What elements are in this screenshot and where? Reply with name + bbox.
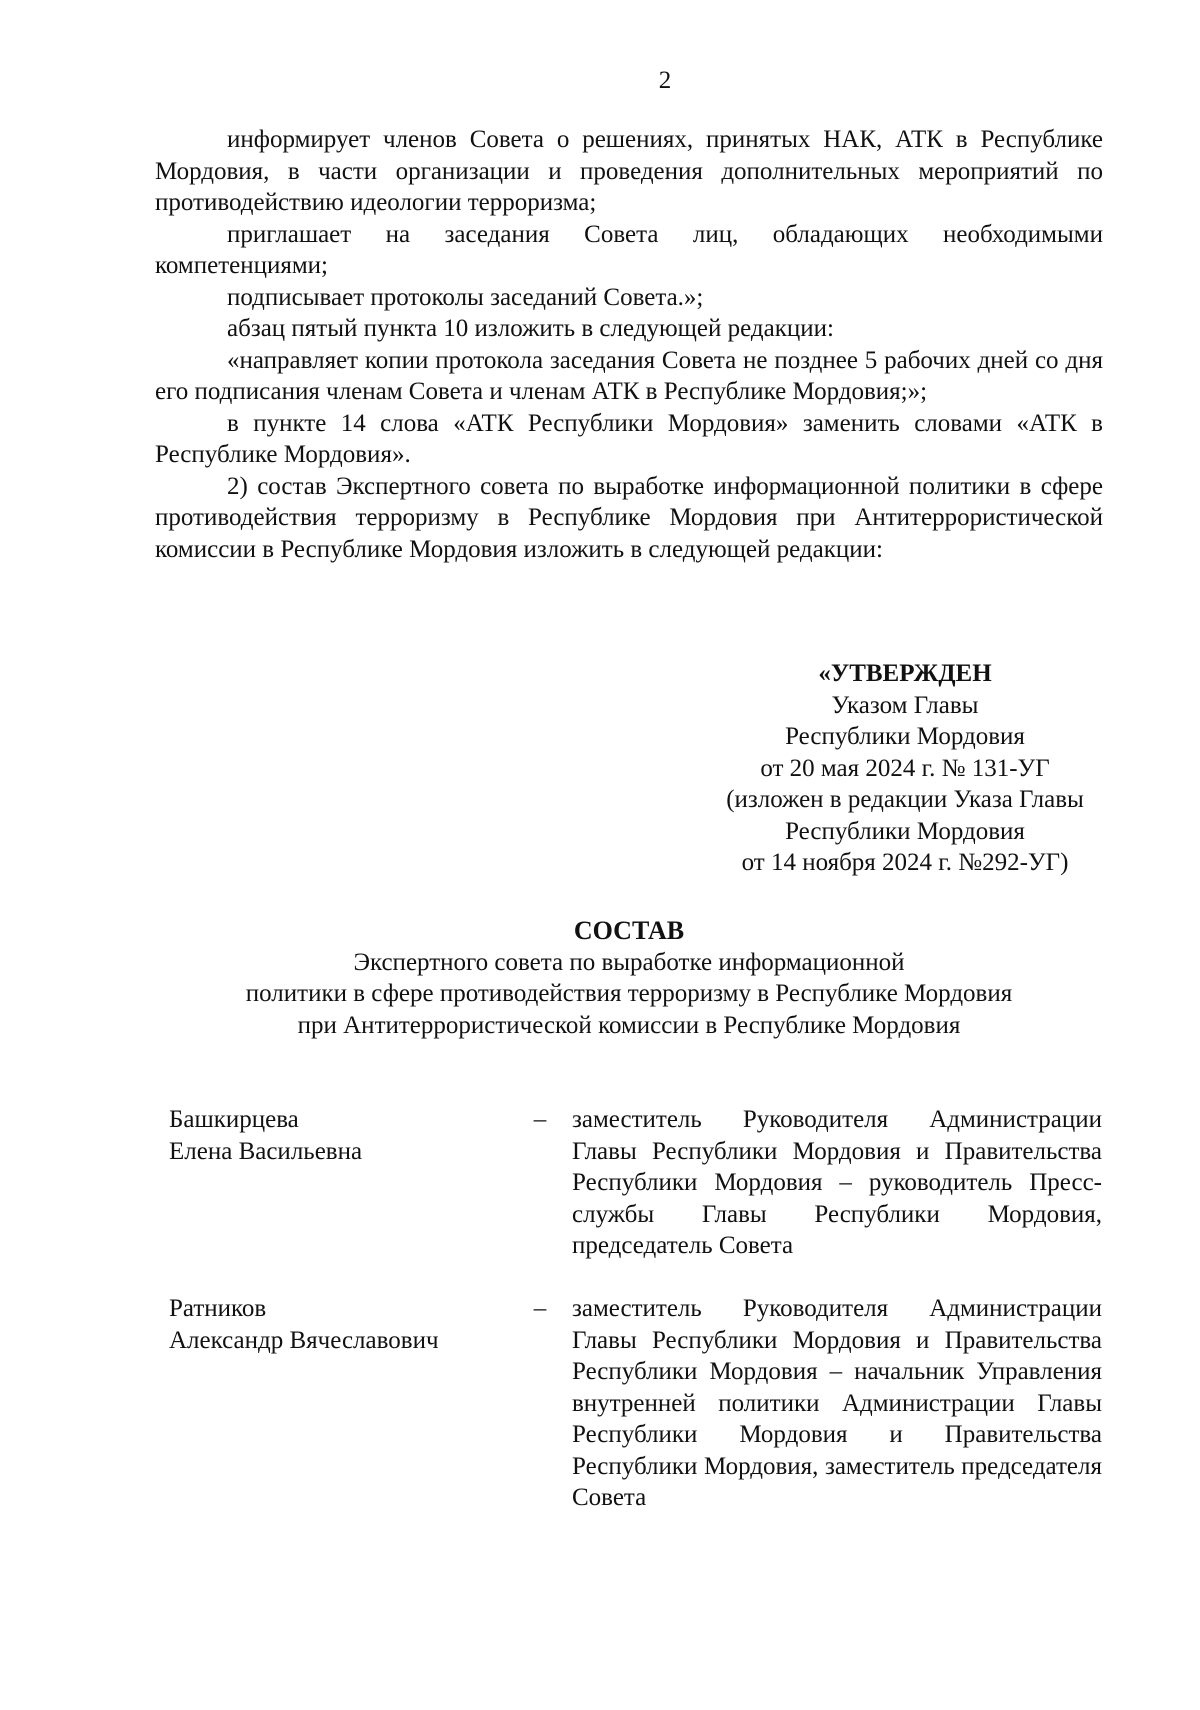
approval-line: (изложен в редакции Указа Главы — [726, 786, 1084, 813]
composition-title: СОСТАВ — [573, 916, 685, 945]
member-role: заместитель Руководителя Администрации Главы Республики Мордовия и Правительства Республики Мордовия – руководитель Пресс-службы Главы Республики Мордовия, председатель Совета — [572, 1106, 1102, 1259]
member-name — [169, 1293, 529, 1356]
paragraph-invites-experts: приглашает на заседания Совета лиц, обладающих необходимыми компетенциями; — [155, 220, 1103, 279]
paragraph-composition-amendment: 2) состав Экспертного совета по выработке информационной политики в сфере противодействия терроризму в Республике Мордовия при Антитеррористической комиссии в Республике Мордовия изложить в следующей редакции: — [155, 472, 1103, 563]
member-surname: Ратников — [169, 1295, 267, 1322]
approval-line: Указом Главы — [831, 691, 979, 719]
approval-title: «УТВЕРЖДЕН — [818, 660, 992, 687]
composition-subtitle-line: при Антитеррористической комиссии в Республике Мордовия — [297, 1011, 961, 1039]
paragraph-amend-item-14: в пункте 14 слова «АТК Республики Мордовия» заменить словами «АТК в Республике Мордовия». — [155, 409, 1103, 468]
paragraph-signs-protocols: подписывает протоколы заседаний Совета.»; — [227, 283, 704, 311]
member-dash: – — [533, 1295, 547, 1322]
composition-heading — [155, 915, 1103, 1041]
body-text — [155, 124, 1103, 565]
paragraph-sends-protocol-copies: «направляет копии протокола заседания Совета не позднее 5 рабочих дней со дня его подписания членам Совета и членам АТК в Республике Мордовия;»; — [155, 346, 1103, 405]
member-dash: – — [533, 1106, 547, 1133]
approval-stamp-block — [680, 658, 1130, 879]
approval-line: Республики Мордовия — [785, 817, 1025, 845]
member-name — [169, 1104, 529, 1167]
paragraph-informs-members: информирует членов Совета о решениях, принятых НАК, АТК в Республике Мордовия, в части организации и проведения дополнительных мероприятий по противодействию идеологии терроризма; — [155, 126, 1103, 216]
composition-subtitle-line: Экспертного совета по выработке информационной — [353, 948, 905, 976]
member-surname: Башкирцева — [169, 1106, 299, 1133]
paragraph-amend-item-10: абзац пятый пункта 10 изложить в следующей редакции: — [227, 315, 834, 342]
composition-subtitle-line: политики в сфере противодействия терроризму в Республике Мордовия — [245, 980, 1013, 1007]
approval-line: Республики Мордовия — [785, 723, 1025, 750]
approval-line: от 14 ноября 2024 г. №292-УГ) — [741, 849, 1069, 876]
member-role: заместитель Руководителя Администрации Главы Республики Мордовия и Правительства Республики Мордовия – начальник Управления внутренней политики Администрации Главы Республики Мордовия и Правительства Республики Мордовия, заместитель председателя Совета — [572, 1295, 1102, 1511]
approval-line: от 20 мая 2024 г. № 131-УГ — [760, 754, 1050, 782]
member-given-names: Елена Васильевна — [169, 1137, 363, 1165]
page-number: 2 — [658, 67, 672, 94]
member-given-names: Александр Вячеславович — [169, 1326, 439, 1354]
